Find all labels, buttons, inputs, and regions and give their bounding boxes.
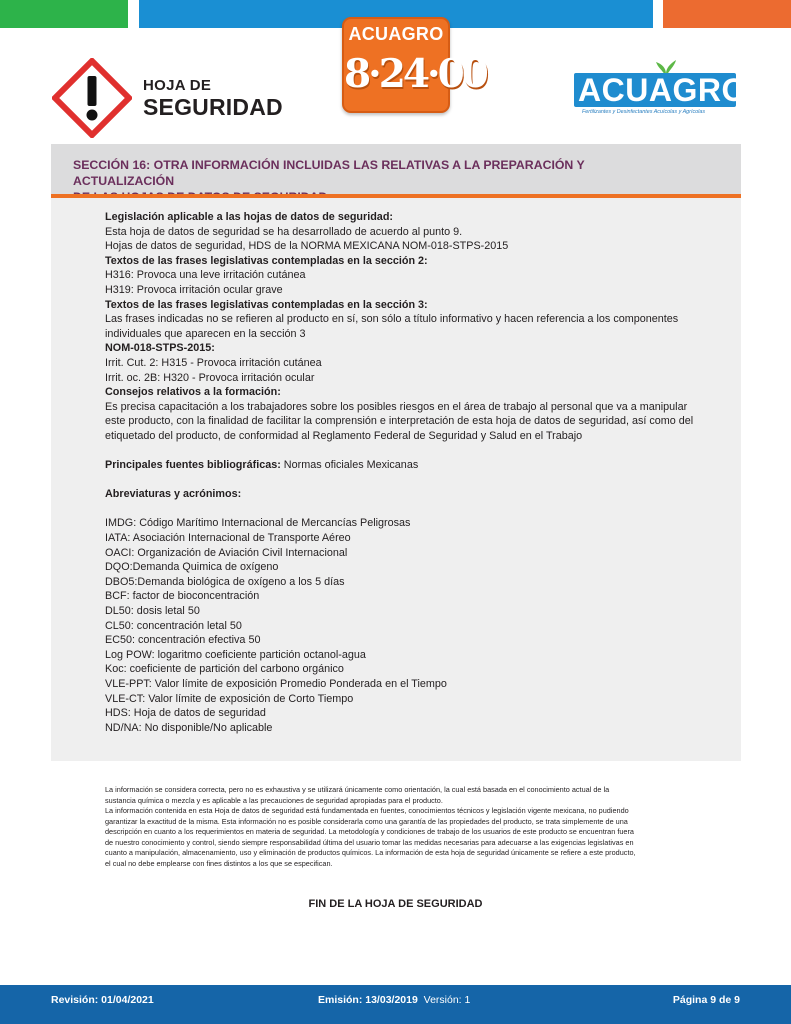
brand-tagline: Fertilizantes y Desinfectantes Acuícolas y Agrícolas [582, 109, 706, 115]
disclaimer-line: La información se considera correcta, pero no es exhaustiva y se utilizará únicamente como orientación, la cual está basada en el conocimiento actual de la [105, 785, 610, 794]
phrases-section-2-heading: Textos de las frases legislativas contempladas en la sección 2: [105, 254, 428, 267]
end-of-document: FIN DE LA HOJA DE SEGURIDAD [308, 898, 483, 910]
abbreviation-item: HDS: Hoja de datos de seguridad [105, 707, 266, 720]
abbreviation-item: EC50: concentración efectiva 50 [105, 634, 261, 647]
training-line: este producto, con la finalidad de facilitar la comprensión e interpretación de esta hoja de datos de seguridad, así como del [105, 415, 694, 428]
emission-date: Emisión: 13/03/2019 [318, 994, 418, 1006]
brand-word: ACUAGRO [578, 72, 747, 108]
training-heading: Consejos relativos a la formación: [105, 386, 281, 399]
sources-line [105, 458, 725, 473]
section-title-line-1: SECCIÓN 16: OTRA INFORMACIÓN INCLUIDAS LAS RELATIVAS A LA PREPARACIÓN Y ACTUALIZACIÓN [73, 158, 585, 188]
abbreviation-item: VLE-PPT: Valor límite de exposición Promedio Ponderada en el Tiempo [105, 678, 447, 690]
abbreviation-item: DL50: dosis letal 50 [105, 605, 200, 618]
section-header [51, 144, 741, 194]
product-code: 8·24·00 [344, 51, 486, 97]
top-bar-orange [663, 0, 791, 28]
disclaimer-line: La información contenida en esta Hoja de datos de seguridad está fundamentada en fuentes, conocimientos técnicos y legislación vigente mexicana, no pudiendo [105, 806, 629, 815]
phrase-line: H319: Provoca irritación ocular grave [105, 283, 283, 296]
abbreviation-item: Log POW: logaritmo coeficiente partición octanol-agua [105, 648, 366, 661]
disclaimer-line: sustancia química o mezcla y es aplicable a las precauciones de seguridad apropiadas para el producto. [105, 795, 443, 805]
abbreviation-item: DQO:Demanda Quimica de oxígeno [105, 561, 279, 574]
abbreviation-item: IMDG: Código Marítimo Internacional de Mercancías Peligrosas [105, 517, 411, 530]
abbreviation-item: CL50: concentración letal 50 [105, 619, 242, 632]
sources-value: Normas oficiales Mexicanas [280, 459, 419, 472]
abbreviation-item: VLE-CT: Valor límite de exposición de Corto Tiempo [105, 692, 354, 705]
nom-heading: NOM-018-STPS-2015: [105, 342, 215, 355]
phrases-section-3-heading: Textos de las frases legislativas contempladas en la sección 3: [105, 298, 428, 311]
abbreviation-item: BCF: factor de bioconcentración [105, 590, 260, 603]
sources-label: Principales fuentes bibliográficas: [105, 459, 281, 472]
training-line: etiquetado del producto, de conformidad al Reglamento Federal de Seguridad y Salud en el Trabajo [105, 429, 583, 442]
page-footer [0, 985, 791, 1024]
disclaimer-line: el cual no debe emplearse con fines distintos a los que se especifican. [105, 858, 333, 868]
page-number: Página 9 de 9 [672, 994, 740, 1006]
legislation-line: Esta hoja de datos de seguridad se ha desarrollado de acuerdo al punto 9. [105, 225, 463, 238]
phrase-line: Las frases indicadas no se refieren al producto en sí, son sólo a título informativo y hacen referencia a los componentes [105, 313, 679, 326]
abbreviations-list [105, 516, 725, 735]
product-badge [342, 17, 486, 113]
disclaimer-line: garantizar la exactitud de la misma. Esta información no es posible considerarla como una garantía de las propiedades del producto, se trata simplemente de una [105, 816, 628, 826]
abbreviation-item: OACI: Organización de Aviación Civil Internacional [105, 546, 348, 559]
top-bar-green [0, 0, 128, 28]
disclaimer-line: de nuestro conocimiento y control, siendo siempre responsabilidad última del usuario tomar las medidas necesarias para adecuarse a las exigencias legislativas en [105, 837, 634, 847]
nom-line: Irrit. oc. 2B: H320 - Provoca irritación ocular [105, 371, 315, 384]
disclaimer-line: descripción en cuanto a los requerimientos en materia de seguridad. La metodología y condiciones de trabajo de los usuarios de este producto se encuentran fuera [105, 827, 634, 836]
section-body [105, 210, 725, 735]
version-label: Versión: 1 [423, 994, 471, 1006]
abbreviations-heading: Abreviaturas y acrónimos: [105, 488, 242, 501]
training-line: Es precisa capacitación a los trabajadores sobre los posibles riesgos en el área de trabajo al personal que va a manipular [105, 400, 688, 413]
abbreviation-item: IATA: Asociación Internacional de Transporte Aéreo [105, 532, 351, 545]
section-content [51, 198, 741, 761]
nom-line: Irrit. Cut. 2: H315 - Provoca irritación cutánea [105, 356, 322, 369]
legislation-heading: Legislación aplicable a las hojas de datos de seguridad: [105, 211, 394, 223]
revision-date: Revisión: 01/04/2021 [51, 994, 154, 1006]
abbreviation-item: DBO5:Demanda biológica de oxígeno a los 5 días [105, 575, 345, 588]
product-name: ACUAGRO [348, 24, 444, 44]
legislation-line: Hojas de datos de seguridad, HDS de la NORMA MEXICANA NOM-018-STPS-2015 [105, 240, 509, 253]
phrase-line: individuales que aparecen en la sección 3 [105, 327, 306, 340]
emission-info [318, 994, 470, 1006]
disclaimer [105, 785, 719, 869]
brand-logo [574, 58, 747, 120]
hazard-warning-icon [52, 58, 132, 138]
phrase-line: H316: Provoca una leve irritación cutánea [105, 269, 306, 282]
disclaimer-line: cuanto a manipulación, almacenamiento, uso y eliminación de productos químicos. La información de esta hoja de seguridad únicamente se refiere a este producto, [105, 848, 636, 857]
document-title [143, 78, 283, 120]
abbreviation-item: Koc: coeficiente de partición del carbono orgánico [105, 663, 344, 676]
abbreviation-item: ND/NA: No disponible/No aplicable [105, 721, 273, 734]
document-title-big: SEGURIDAD [143, 94, 283, 120]
document-title-small: HOJA DE [143, 77, 212, 94]
